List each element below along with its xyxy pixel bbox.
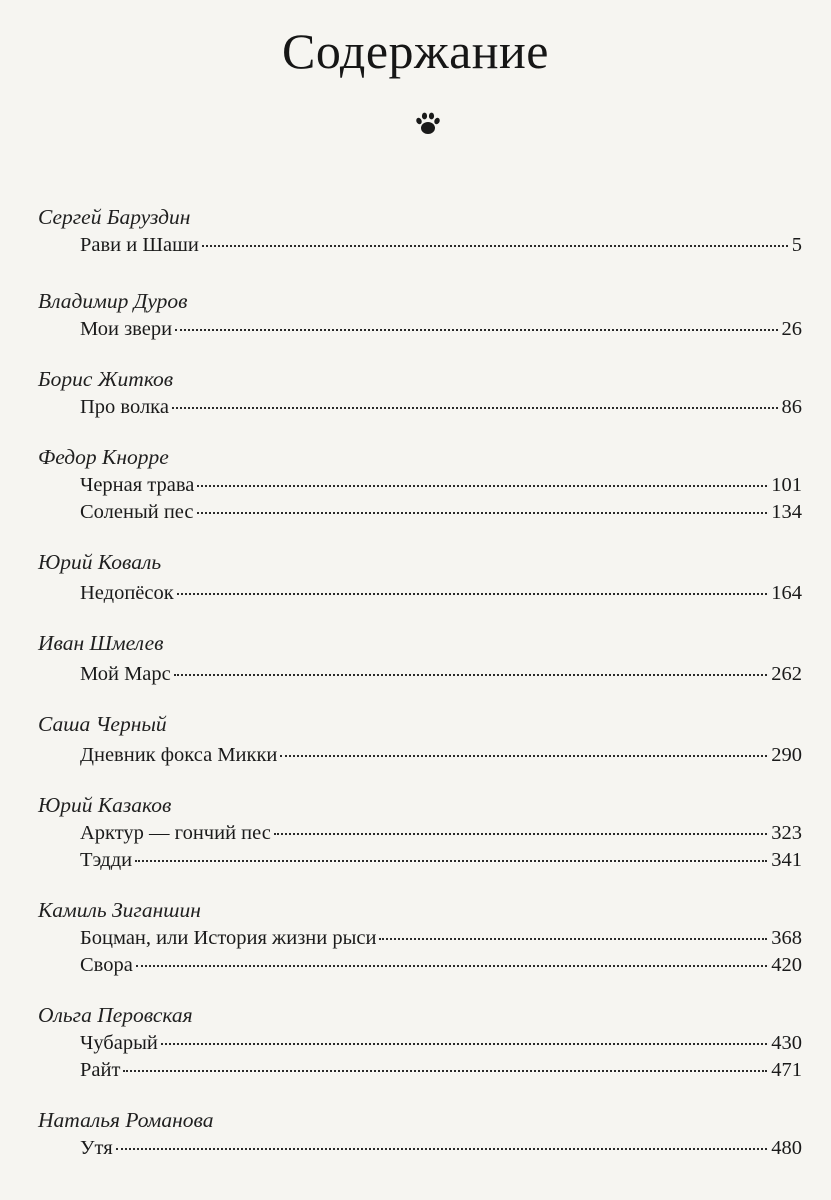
entry-title: Недопёсок [80, 582, 174, 604]
dot-leader [280, 755, 767, 757]
dot-leader [174, 674, 768, 676]
dot-leader [202, 245, 788, 247]
toc-group [38, 365, 802, 421]
toc-group [38, 1106, 802, 1162]
dot-leader [274, 833, 767, 835]
author-name: Борис Житков [38, 367, 174, 391]
dot-leader [177, 593, 768, 595]
toc-group [38, 203, 802, 259]
dot-leader [172, 407, 778, 409]
toc-group [38, 896, 802, 979]
page-title: Содержание [282, 23, 549, 79]
page-number: 290 [771, 744, 802, 766]
page-number: 134 [771, 501, 802, 523]
author-name: Владимир Дуров [38, 289, 188, 313]
toc-entry[interactable] [80, 499, 802, 526]
page-number: 101 [771, 474, 802, 496]
author-name: Иван Шмелев [38, 631, 164, 655]
author-name: Саша Черный [38, 712, 167, 736]
author-name: Ольга Перовская [38, 1003, 193, 1027]
entry-title: Дневник фокса Микки [80, 744, 278, 766]
toc-group [38, 287, 802, 343]
author-name: Юрий Коваль [38, 550, 162, 574]
page-number: 5 [791, 234, 802, 256]
page-number: 323 [771, 822, 802, 844]
toc-entry[interactable] [80, 742, 802, 769]
dot-leader [175, 329, 777, 331]
toc-entry[interactable] [80, 952, 802, 979]
page-number: 86 [781, 396, 802, 418]
author-name: Наталья Романова [38, 1108, 214, 1132]
page-number: 341 [771, 849, 802, 871]
author-name: Сергей Баруздин [38, 205, 191, 229]
toc-group [38, 548, 802, 607]
entry-title: Свора [80, 954, 133, 976]
dot-leader [123, 1070, 767, 1072]
dot-leader [197, 512, 768, 514]
toc-entry[interactable] [80, 394, 802, 421]
author-name: Федор Кнорре [38, 445, 169, 469]
entry-title: Райт [80, 1059, 121, 1081]
toc-entry[interactable] [80, 472, 802, 499]
entry-title: Утя [80, 1137, 113, 1159]
table-of-contents [38, 203, 802, 1162]
dot-leader [379, 938, 767, 940]
page-number: 164 [771, 582, 802, 604]
entry-title: Черная трава [80, 474, 195, 496]
toc-entry[interactable] [80, 925, 802, 952]
entry-title: Соленый пес [80, 501, 194, 523]
entry-title: Чубарый [80, 1032, 158, 1054]
page-number: 480 [771, 1137, 802, 1159]
toc-entry[interactable] [80, 1135, 802, 1162]
entry-title: Боцман, или История жизни рыси [80, 927, 377, 949]
toc-entry[interactable] [80, 1030, 802, 1057]
toc-entry[interactable] [80, 820, 802, 847]
author-name: Камиль Зиганшин [38, 898, 201, 922]
toc-entry[interactable] [80, 847, 802, 874]
page-number: 368 [771, 927, 802, 949]
page-number: 420 [771, 954, 802, 976]
entry-title: Мой Марс [80, 663, 171, 685]
page-number: 26 [781, 318, 802, 340]
dot-leader [161, 1043, 767, 1045]
toc-entry[interactable] [80, 1057, 802, 1084]
entry-title: Мои звери [80, 318, 173, 340]
toc-entry[interactable] [80, 580, 802, 607]
toc-group [38, 710, 802, 769]
toc-group [38, 1001, 802, 1084]
entry-title: Арктур — гончий пес [80, 822, 271, 844]
entry-title: Рави и Шаши [80, 234, 199, 256]
entry-title: Тэдди [80, 849, 133, 871]
page-number: 430 [771, 1032, 802, 1054]
toc-group [38, 443, 802, 526]
entry-title: Про волка [80, 396, 169, 418]
dot-leader [197, 485, 767, 487]
author-name: Юрий Казаков [38, 793, 172, 817]
toc-entry[interactable] [80, 661, 802, 688]
toc-group [38, 791, 802, 874]
dot-leader [135, 860, 767, 862]
paw-icon [414, 110, 442, 138]
dot-leader [116, 1148, 768, 1150]
page-number: 262 [771, 663, 802, 685]
page-number: 471 [771, 1059, 802, 1081]
dot-leader [136, 965, 767, 967]
toc-group [38, 629, 802, 688]
toc-entry[interactable] [80, 232, 802, 259]
toc-entry[interactable] [80, 316, 802, 343]
